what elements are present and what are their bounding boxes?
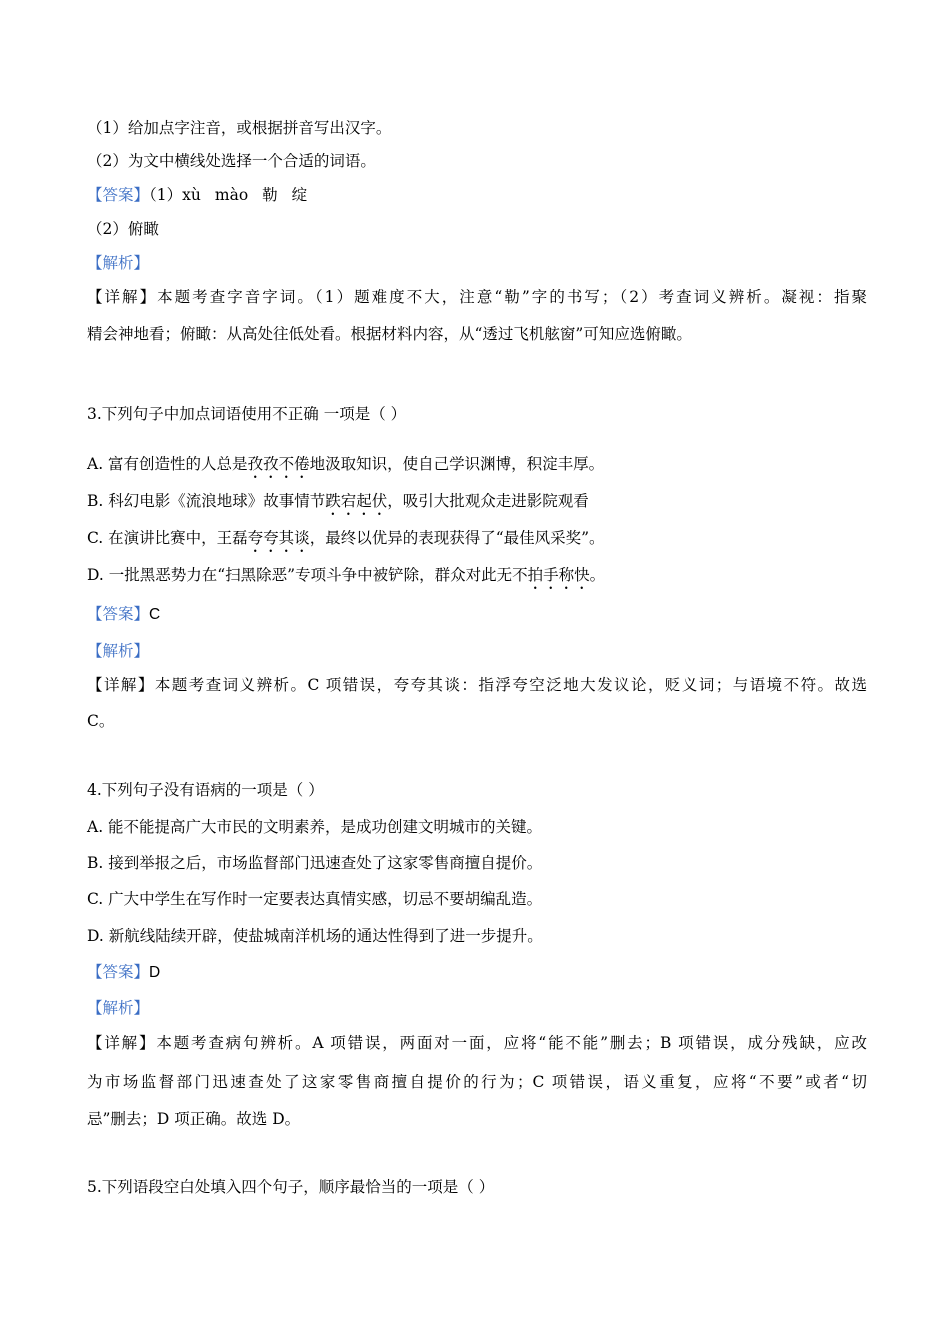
q2-detail-line2: 精会神地看；俯瞰：从高处往低处看。根据材料内容，从“透过飞机舷窗”可知应选俯瞰。 [87, 325, 692, 343]
dotted-word: 夸夸其谈 [247, 529, 310, 547]
q4-answer: D [149, 964, 161, 981]
q3-option-c: C. 在演讲比赛中，王磊夸夸其谈，最终以优异的表现获得了“最佳风采奖”。 [87, 529, 605, 547]
q4-detail-line1: 【详解】本题考查病句辨析。A 项错误，两面对一面，应将“能不能”删去；B 项错误，成分残缺，应改 [87, 1034, 867, 1052]
q3-answer-line [87, 604, 867, 625]
q3-stem: 3.下列句子中加点词语使用不正确 一项是（ ） [87, 405, 407, 423]
q3-detail-line1: 【详解】本题考查词义辨析。C 项错误，夸夸其谈：指浮夸空泛地大发议论，贬义词；与语境不符。故选 [87, 676, 867, 694]
q2-answer1-item: 绽 [291, 186, 308, 204]
q3-option-d: D. 一批黑恶势力在“扫黑除恶”专项斗争中被铲除，群众对此无不拍手称快。 [87, 566, 606, 584]
q4-stem: 4.下列句子没有语病的一项是（ ） [87, 781, 324, 799]
q4-option-a: A. 能不能提高广大市民的文明素养，是成功创建文明城市的关键。 [87, 818, 543, 836]
dotted-word: 跌宕起伏 [325, 492, 388, 510]
q4-option-b: B. 接到举报之后，市场监督部门迅速查处了这家零售商擅自提价。 [87, 854, 543, 872]
analysis-tag: 【解析】 [87, 642, 150, 660]
q2-answer-line [87, 185, 867, 205]
q4-option-c: C. 广大中学生在写作时一定要表达真情实感，切忌不要胡编乱造。 [87, 890, 543, 908]
dotted-word: 孜孜不倦 [247, 455, 310, 473]
q3-option-a: A. 富有创造性的人总是孜孜不倦地汲取知识，使自己学识渊博，积淀丰厚。 [87, 455, 605, 473]
q2-answer1-item: mào [214, 186, 249, 204]
q2-answer2: （2）俯瞰 [87, 220, 159, 238]
q4-answer-line [87, 962, 867, 983]
q4-detail-line2: 为市场监督部门迅速查处了这家零售商擅自提价的行为；C 项错误，语义重复，应将“不要”或者“切 [87, 1073, 867, 1091]
q2-answer1-item: xù [182, 186, 201, 204]
q3-detail-line2: C。 [87, 712, 115, 730]
q2-sub1: （1）给加点字注音，或根据拼音写出汉字。 [87, 119, 392, 137]
answer-tag: 【答案】 [87, 605, 150, 623]
q3-option-b: B. 科幻电影《流浪地球》故事情节跌宕起伏，吸引大批观众走进影院观看 [87, 492, 589, 510]
detail-tag: 【详解】 [87, 676, 155, 694]
q2-sub2: （2）为文中横线处选择一个合适的词语。 [87, 152, 376, 170]
answer-tag: 【答案】 [87, 186, 150, 204]
q4-option-d: D. 新航线陆续开辟，使盐城南洋机场的通达性得到了进一步提升。 [87, 927, 543, 945]
answer-tag: 【答案】 [87, 963, 150, 981]
analysis-tag: 【解析】 [87, 999, 150, 1017]
q3-answer: C [149, 606, 161, 623]
q2-detail-line1: 【详解】本题考查字音字词。（1）题难度不大，注意“勒”字的书写；（2）考查词义辨析。凝视：指聚 [87, 288, 867, 306]
q5-stem: 5.下列语段空白处填入四个句子，顺序最恰当的一项是（ ） [87, 1178, 495, 1196]
q2-answer1-prefix: （1） [149, 186, 183, 204]
q4-detail-line3: 忌”删去；D 项正确。故选 D。 [87, 1110, 301, 1128]
detail-tag: 【详解】 [87, 1034, 157, 1052]
q2-answer1-item: 勒 [262, 186, 278, 204]
analysis-tag: 【解析】 [87, 254, 150, 272]
detail-tag: 【详解】 [87, 288, 158, 306]
dotted-word: 拍手称快 [527, 566, 590, 584]
